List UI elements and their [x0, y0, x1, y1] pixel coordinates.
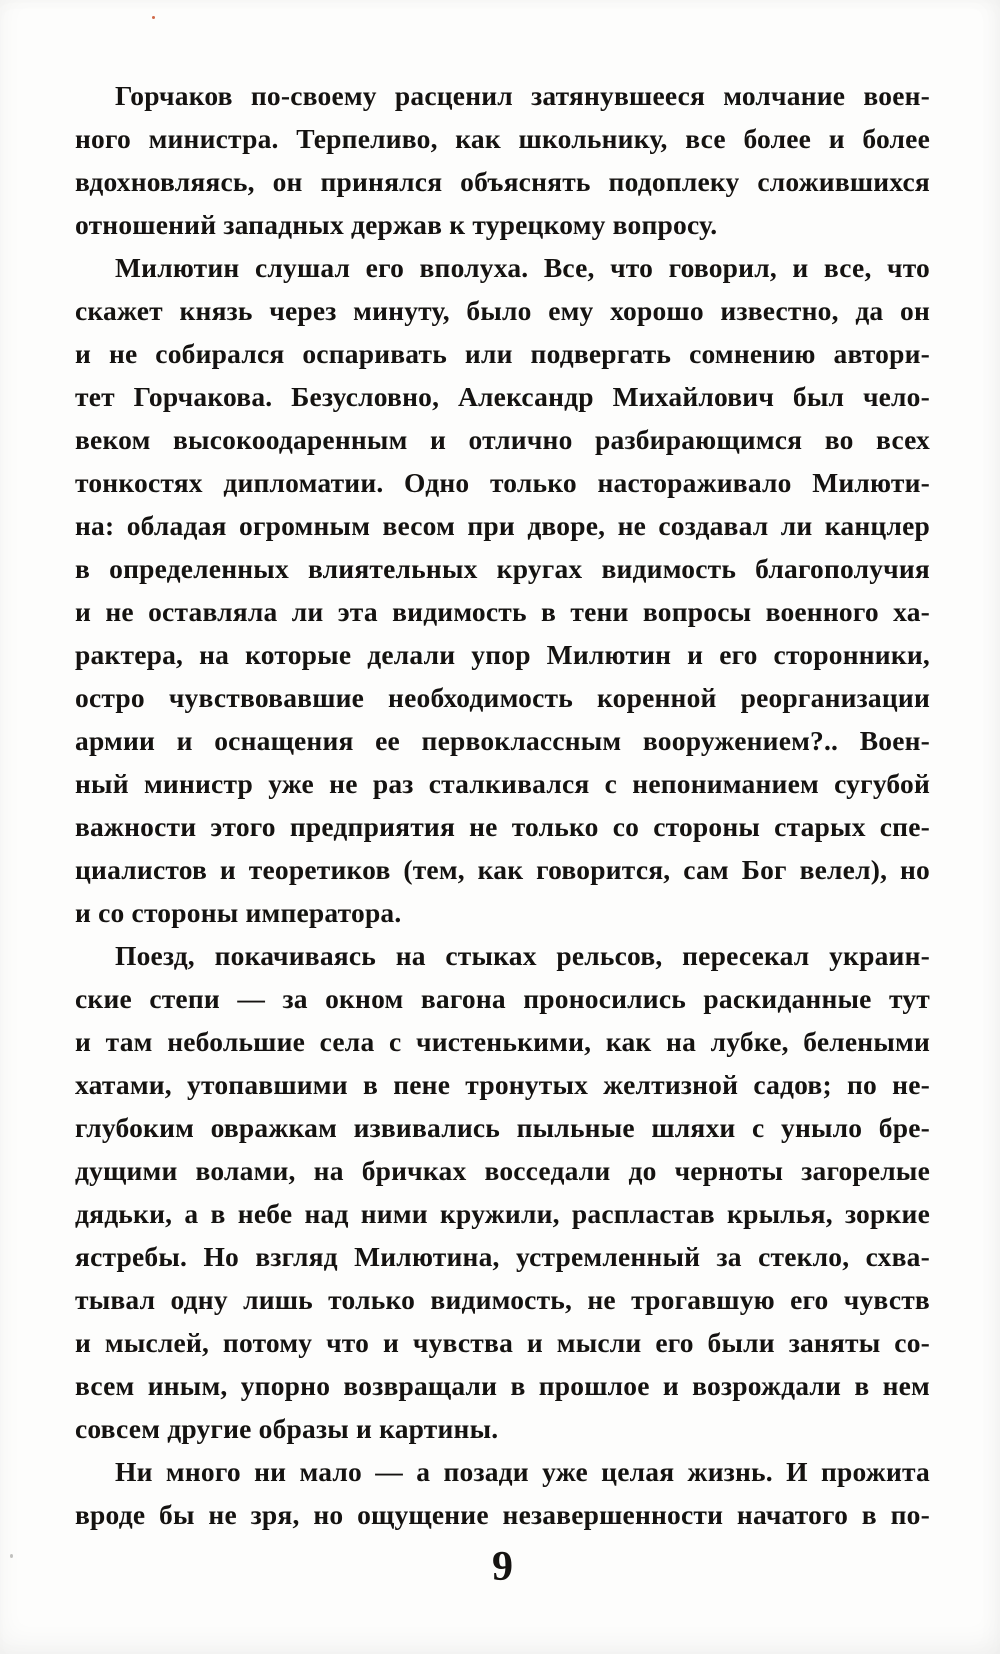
text-line: циалистов и теоретиков (тем, как говорится, сам Бог велел), но — [75, 854, 930, 885]
text-line: отношений западных держав к турецкому вопросу. — [75, 209, 718, 240]
text-line: вроде бы не зря, но ощущение незавершенности начатого в по- — [75, 1499, 930, 1530]
page-text — [75, 74, 930, 1536]
text-line: и не собирался оспаривать или подвергать сомнению автори- — [75, 338, 930, 369]
text-line: ного министра. Терпеливо, как школьнику, все более и более — [75, 123, 930, 154]
text-line: вдохновляясь, он принялся объяснять подоплеку сложившихся — [75, 166, 930, 197]
text-line: совсем другие образы и картины. — [75, 1413, 499, 1444]
text-line: и мыслей, потому что и чувства и мысли его были заняты со- — [75, 1327, 930, 1358]
text-line: ный министр уже не раз сталкивался с непониманием сугубой — [75, 768, 930, 799]
text-line: глубоким овражкам извивались пыльные шляхи с уныло бре- — [75, 1112, 930, 1143]
text-line: и там небольшие села с чистенькими, как на лубке, белеными — [75, 1026, 930, 1057]
text-line: армии и оснащения ее первоклассным вооружением?.. Воен- — [75, 725, 930, 756]
text-line: Милютин слушал его вполуха. Все, что говорил, и все, что — [115, 252, 930, 283]
text-line: Ни много ни мало — а позади уже целая жизнь. И прожита — [115, 1456, 930, 1487]
text-line: важности этого предприятия не только со стороны старых спе- — [75, 811, 930, 842]
text-line: тонкостях дипломатии. Одно только настораживало Милюти- — [75, 467, 930, 498]
text-line: и не оставляла ли эта видимость в тени вопросы военного ха- — [75, 596, 930, 627]
text-line: ские степи — за окном вагона проносились раскиданные тут — [75, 983, 930, 1014]
text-line: остро чувствовавшие необходимость коренной реорганизации — [75, 682, 930, 713]
scan-speck-icon — [152, 16, 155, 19]
text-line: тывал одну лишь только видимость, не трогавшую его чувств — [75, 1284, 930, 1315]
text-line: рактера, на которые делали упор Милютин и его сторонники, — [75, 639, 930, 670]
text-line: Горчаков по-своему расценил затянувшееся молчание воен- — [115, 80, 930, 111]
text-line: дущими волами, на бричках восседали до черноты загорелые — [75, 1155, 930, 1186]
text-line: в определенных влиятельных кругах видимость благополучия — [75, 553, 930, 584]
text-line: хатами, утопавшими в пене тронутых желтизной садов; по не- — [75, 1069, 930, 1100]
text-line: веком высокоодаренным и отлично разбирающимся во всех — [75, 424, 930, 455]
text-line: Поезд, покачиваясь на стыках рельсов, пересекал украин- — [115, 940, 930, 971]
text-line: тет Горчакова. Безусловно, Александр Михайлович был чело- — [75, 381, 930, 412]
text-line: и со стороны императора. — [75, 897, 402, 928]
text-line: дядьки, а в небе над ними кружили, распластав крылья, зоркие — [75, 1198, 930, 1229]
text-line: скажет князь через минуту, было ему хорошо известно, да он — [75, 295, 930, 326]
text-line: всем иным, упорно возвращали в прошлое и возрождали в нем — [75, 1370, 930, 1401]
text-line: на: обладая огромным весом при дворе, не создавал ли канцлер — [75, 510, 930, 541]
scan-speck-icon — [10, 1554, 13, 1558]
page-number: 9 — [492, 1544, 513, 1590]
text-line: ястребы. Но взгляд Милютина, устремленный за стекло, схва- — [75, 1241, 930, 1272]
